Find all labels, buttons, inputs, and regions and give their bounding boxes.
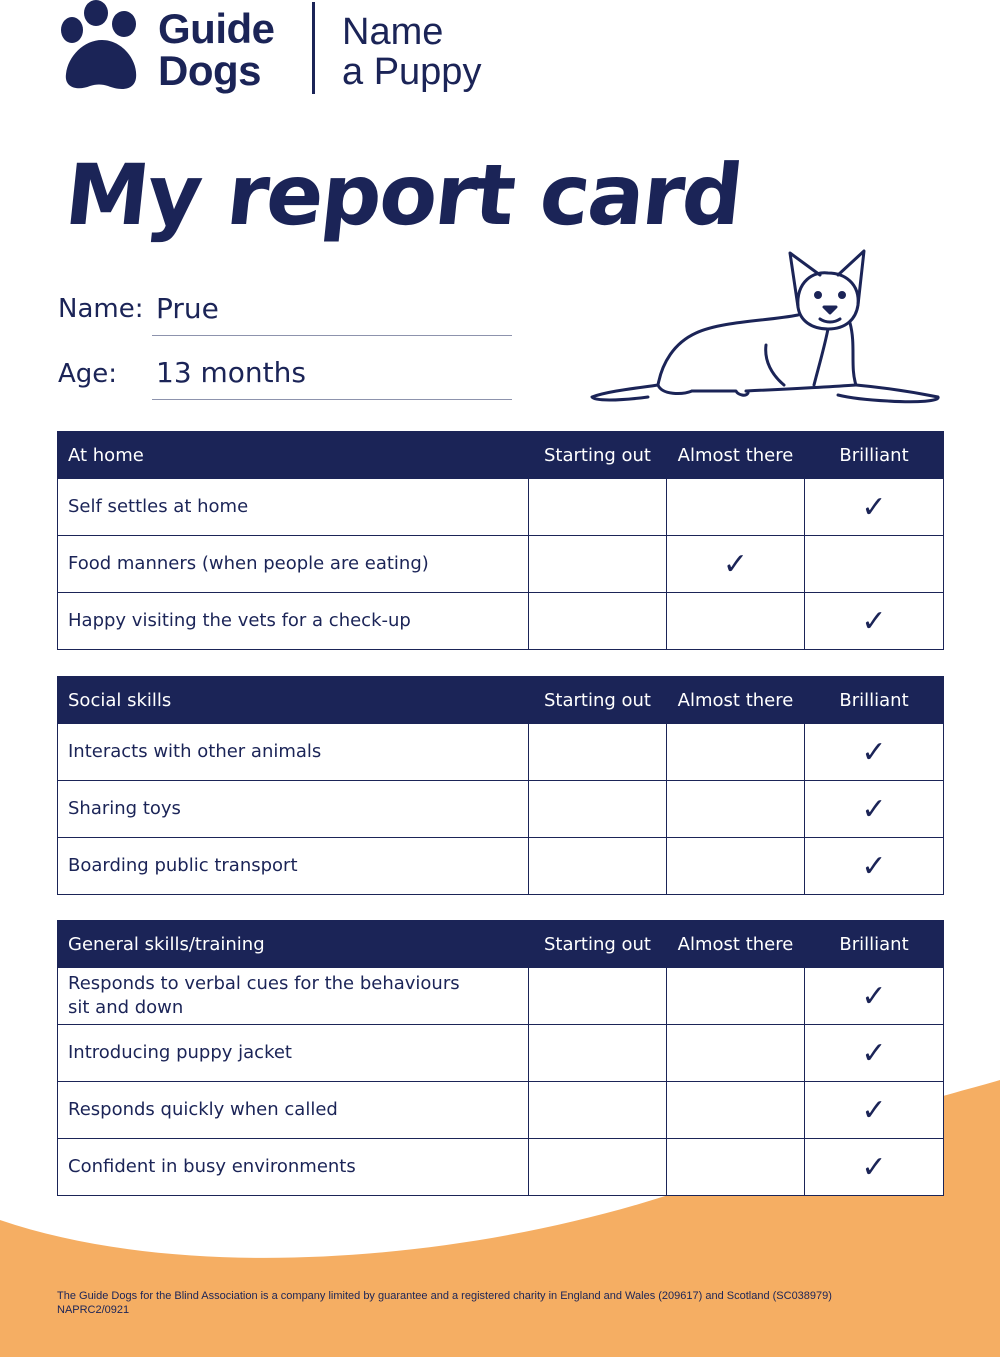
rating-cell-brilliant bbox=[805, 1139, 944, 1196]
rating-cell-almost-there bbox=[667, 781, 805, 838]
check-icon: ✓ bbox=[861, 603, 887, 639]
rating-header-starting-out: Starting out bbox=[529, 432, 667, 479]
check-icon: ✓ bbox=[861, 1092, 887, 1128]
table-row bbox=[58, 781, 944, 838]
campaign-line-1: Name bbox=[342, 11, 444, 53]
table-header-row bbox=[58, 921, 944, 968]
check-icon: ✓ bbox=[861, 1149, 887, 1185]
rating-cell-brilliant bbox=[805, 781, 944, 838]
table-row bbox=[58, 1082, 944, 1139]
rating-cell-brilliant bbox=[805, 838, 944, 895]
rating-cell-starting-out bbox=[529, 838, 667, 895]
rating-cell-almost-there bbox=[667, 1025, 805, 1082]
check-icon: ✓ bbox=[861, 848, 887, 884]
skill-label: Food manners (when people are eating) bbox=[58, 536, 529, 593]
rating-cell-starting-out bbox=[529, 479, 667, 536]
table-header-row bbox=[58, 677, 944, 724]
rating-cell-brilliant bbox=[805, 1082, 944, 1139]
rating-cell-almost-there bbox=[667, 593, 805, 650]
check-icon: ✓ bbox=[861, 1035, 887, 1071]
table-row bbox=[58, 479, 944, 536]
skill-label: Responds to verbal cues for the behaviours sit and down bbox=[58, 968, 529, 1025]
skill-label: Interacts with other animals bbox=[58, 724, 529, 781]
rating-cell-brilliant bbox=[805, 1025, 944, 1082]
skill-label: Happy visiting the vets for a check-up bbox=[58, 593, 529, 650]
rating-header-almost-there: Almost there bbox=[667, 677, 805, 724]
skill-label: Introducing puppy jacket bbox=[58, 1025, 529, 1082]
skill-label: Self settles at home bbox=[58, 479, 529, 536]
dog-illustration bbox=[588, 245, 948, 410]
age-field: 13 months bbox=[152, 356, 512, 400]
rating-cell-starting-out bbox=[529, 1139, 667, 1196]
rating-header-brilliant: Brilliant bbox=[805, 921, 944, 968]
rating-cell-starting-out bbox=[529, 968, 667, 1025]
rating-cell-brilliant bbox=[805, 593, 944, 650]
table-row bbox=[58, 724, 944, 781]
rating-cell-almost-there bbox=[667, 968, 805, 1025]
campaign-name bbox=[342, 12, 481, 92]
footer bbox=[57, 1289, 957, 1317]
brand-name bbox=[158, 5, 275, 94]
table-row bbox=[58, 968, 944, 1025]
page-title: My report card bbox=[60, 146, 746, 244]
rating-cell-starting-out bbox=[529, 536, 667, 593]
rating-header-almost-there: Almost there bbox=[667, 432, 805, 479]
social-skills-table bbox=[57, 676, 944, 895]
rating-header-almost-there: Almost there bbox=[667, 921, 805, 968]
category-header: At home bbox=[58, 432, 529, 479]
rating-cell-brilliant bbox=[805, 968, 944, 1025]
rating-cell-starting-out bbox=[529, 1025, 667, 1082]
table-header-row bbox=[58, 432, 944, 479]
rating-cell-almost-there bbox=[667, 479, 805, 536]
category-header: General skills/training bbox=[58, 921, 529, 968]
at-home-table bbox=[57, 431, 944, 650]
skill-label: Boarding public transport bbox=[58, 838, 529, 895]
skill-label: Responds quickly when called bbox=[58, 1082, 529, 1139]
rating-header-starting-out: Starting out bbox=[529, 921, 667, 968]
name-label: Name: bbox=[58, 294, 144, 324]
rating-cell-starting-out bbox=[529, 1082, 667, 1139]
brand-line-1: Guide bbox=[158, 5, 275, 52]
brand-line-2: Dogs bbox=[158, 47, 261, 94]
table-row bbox=[58, 1025, 944, 1082]
category-header: Social skills bbox=[58, 677, 529, 724]
skill-label: Sharing toys bbox=[58, 781, 529, 838]
table-row bbox=[58, 593, 944, 650]
name-field: Prue bbox=[152, 292, 512, 336]
rating-header-brilliant: Brilliant bbox=[805, 677, 944, 724]
rating-cell-almost-there bbox=[667, 1139, 805, 1196]
document-code: NAPRC2/0921 bbox=[57, 1304, 130, 1316]
table-row bbox=[58, 1139, 944, 1196]
rating-cell-brilliant bbox=[805, 724, 944, 781]
logo-divider bbox=[312, 2, 315, 94]
table-row bbox=[58, 838, 944, 895]
legal-text: The Guide Dogs for the Blind Association is a company limited by guarantee and a registered charity in England and Wales (209617) and Scotland (SC038979) bbox=[57, 1290, 832, 1302]
general-skills-table bbox=[57, 920, 944, 1196]
check-icon: ✓ bbox=[722, 546, 749, 582]
rating-cell-almost-there bbox=[667, 1082, 805, 1139]
rating-cell-brilliant bbox=[805, 536, 944, 593]
rating-cell-starting-out bbox=[529, 781, 667, 838]
paw-icon bbox=[56, 0, 146, 96]
rating-cell-brilliant bbox=[805, 479, 944, 536]
age-label: Age: bbox=[58, 359, 118, 389]
check-icon: ✓ bbox=[861, 489, 887, 525]
table-row bbox=[58, 536, 944, 593]
check-icon: ✓ bbox=[861, 978, 887, 1014]
rating-cell-starting-out bbox=[529, 724, 667, 781]
rating-cell-almost-there bbox=[667, 724, 805, 781]
campaign-line-2: a Puppy bbox=[342, 51, 482, 93]
check-icon: ✓ bbox=[861, 791, 887, 827]
rating-cell-starting-out bbox=[529, 593, 667, 650]
rating-header-starting-out: Starting out bbox=[529, 677, 667, 724]
check-icon: ✓ bbox=[861, 734, 887, 770]
rating-header-brilliant: Brilliant bbox=[805, 432, 944, 479]
rating-cell-almost-there bbox=[667, 536, 805, 593]
guide-dogs-logo bbox=[56, 0, 496, 100]
skill-label: Confident in busy environments bbox=[58, 1139, 529, 1196]
rating-cell-almost-there bbox=[667, 838, 805, 895]
